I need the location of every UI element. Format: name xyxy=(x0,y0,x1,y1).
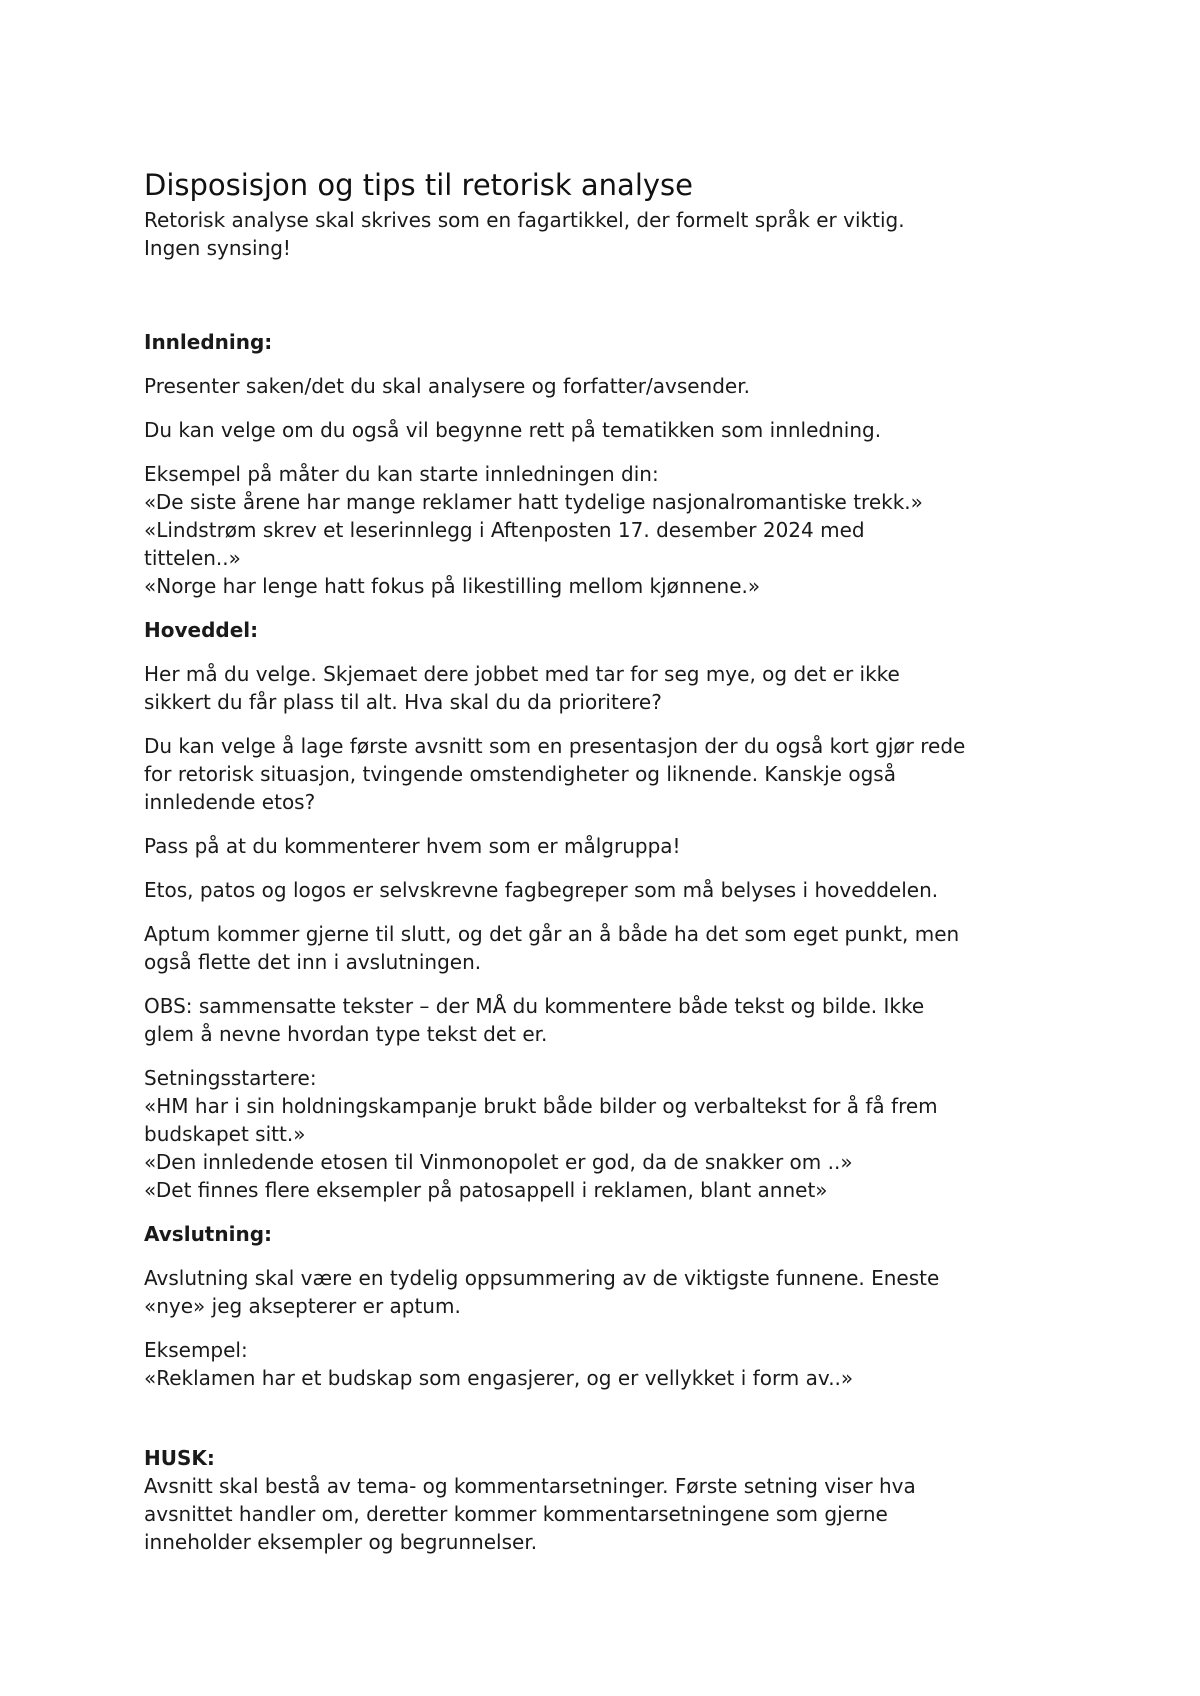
text-line: «nye» jeg aksepterer er aptum. xyxy=(144,1294,461,1318)
avslutning-example xyxy=(144,1336,1074,1392)
text-line: glem å nevne hvordan type tekst det er. xyxy=(144,1022,548,1046)
section-heading-avslutning: Avslutning: xyxy=(144,1222,273,1246)
section-heading-husk: HUSK: xyxy=(144,1446,215,1470)
text-line: «HM har i sin holdningskampanje brukt både bilder og verbaltekst for å få frem xyxy=(144,1094,938,1118)
text-line: avsnittet handler om, deretter kommer kommentarsetningene som gjerne xyxy=(144,1502,888,1526)
document-title: Disposisjon og tips til retorisk analyse xyxy=(144,168,693,202)
hoveddel-paragraph xyxy=(144,920,1074,976)
text-line: tittelen..» xyxy=(144,546,241,570)
innledning-paragraph: Presenter saken/det du skal analysere og forfatter/avsender. xyxy=(144,374,750,398)
text-line: inneholder eksempler og begrunnelser. xyxy=(144,1530,538,1554)
innledning-paragraph: Du kan velge om du også vil begynne rett på tematikken som innledning. xyxy=(144,418,882,442)
section-heading-innledning: Innledning: xyxy=(144,330,273,354)
text-line: Her må du velge. Skjemaet dere jobbet med tar for seg mye, og det er ikke xyxy=(144,662,900,686)
text-line: «Det finnes flere eksempler på patosappell i reklamen, blant annet» xyxy=(144,1178,828,1202)
document-intro xyxy=(144,206,1074,262)
hoveddel-paragraph: Pass på at du kommenterer hvem som er målgruppa! xyxy=(144,834,681,858)
text-line: Avsnitt skal bestå av tema- og kommentarsetninger. Første setning viser hva xyxy=(144,1474,916,1498)
avslutning-paragraph xyxy=(144,1264,1074,1320)
intro-line: Ingen synsing! xyxy=(144,236,291,260)
innledning-examples xyxy=(144,460,1074,600)
text-line: «Lindstrøm skrev et leserinnlegg i Aftenposten 17. desember 2024 med xyxy=(144,518,865,542)
text-line: Avslutning skal være en tydelig oppsummering av de viktigste funnene. Eneste xyxy=(144,1266,940,1290)
section-heading-hoveddel: Hoveddel: xyxy=(144,618,259,642)
husk-paragraph xyxy=(144,1472,1074,1556)
text-line: «Norge har lenge hatt fokus på likestilling mellom kjønnene.» xyxy=(144,574,761,598)
hoveddel-sentence-starters xyxy=(144,1064,1074,1204)
document-page xyxy=(144,166,1074,1556)
text-line: Aptum kommer gjerne til slutt, og det går an å både ha det som eget punkt, men xyxy=(144,922,960,946)
hoveddel-paragraph: Etos, patos og logos er selvskrevne fagbegreper som må belyses i hoveddelen. xyxy=(144,878,939,902)
hoveddel-paragraph xyxy=(144,660,1074,716)
hoveddel-paragraph xyxy=(144,732,1074,816)
text-line: Du kan velge å lage første avsnitt som en presentasjon der du også kort gjør rede xyxy=(144,734,966,758)
text-line: «Reklamen har et budskap som engasjerer, og er vellykket i form av..» xyxy=(144,1366,854,1390)
text-line: «De siste årene har mange reklamer hatt tydelige nasjonalromantiske trekk.» xyxy=(144,490,923,514)
text-line: Eksempel på måter du kan starte innledningen din: xyxy=(144,462,659,486)
text-line: OBS: sammensatte tekster – der MÅ du kommentere både tekst og bilde. Ikke xyxy=(144,994,925,1018)
text-line: også flette det inn i avslutningen. xyxy=(144,950,482,974)
intro-line: Retorisk analyse skal skrives som en fagartikkel, der formelt språk er viktig. xyxy=(144,208,905,232)
hoveddel-paragraph xyxy=(144,992,1074,1048)
text-line: budskapet sitt.» xyxy=(144,1122,306,1146)
text-line: Setningsstartere: xyxy=(144,1066,317,1090)
text-line: Eksempel: xyxy=(144,1338,248,1362)
text-line: sikkert du får plass til alt. Hva skal du da prioritere? xyxy=(144,690,662,714)
text-line: «Den innledende etosen til Vinmonopolet er god, da de snakker om ..» xyxy=(144,1150,853,1174)
text-line: innledende etos? xyxy=(144,790,316,814)
text-line: for retorisk situasjon, tvingende omstendigheter og liknende. Kanskje også xyxy=(144,762,896,786)
